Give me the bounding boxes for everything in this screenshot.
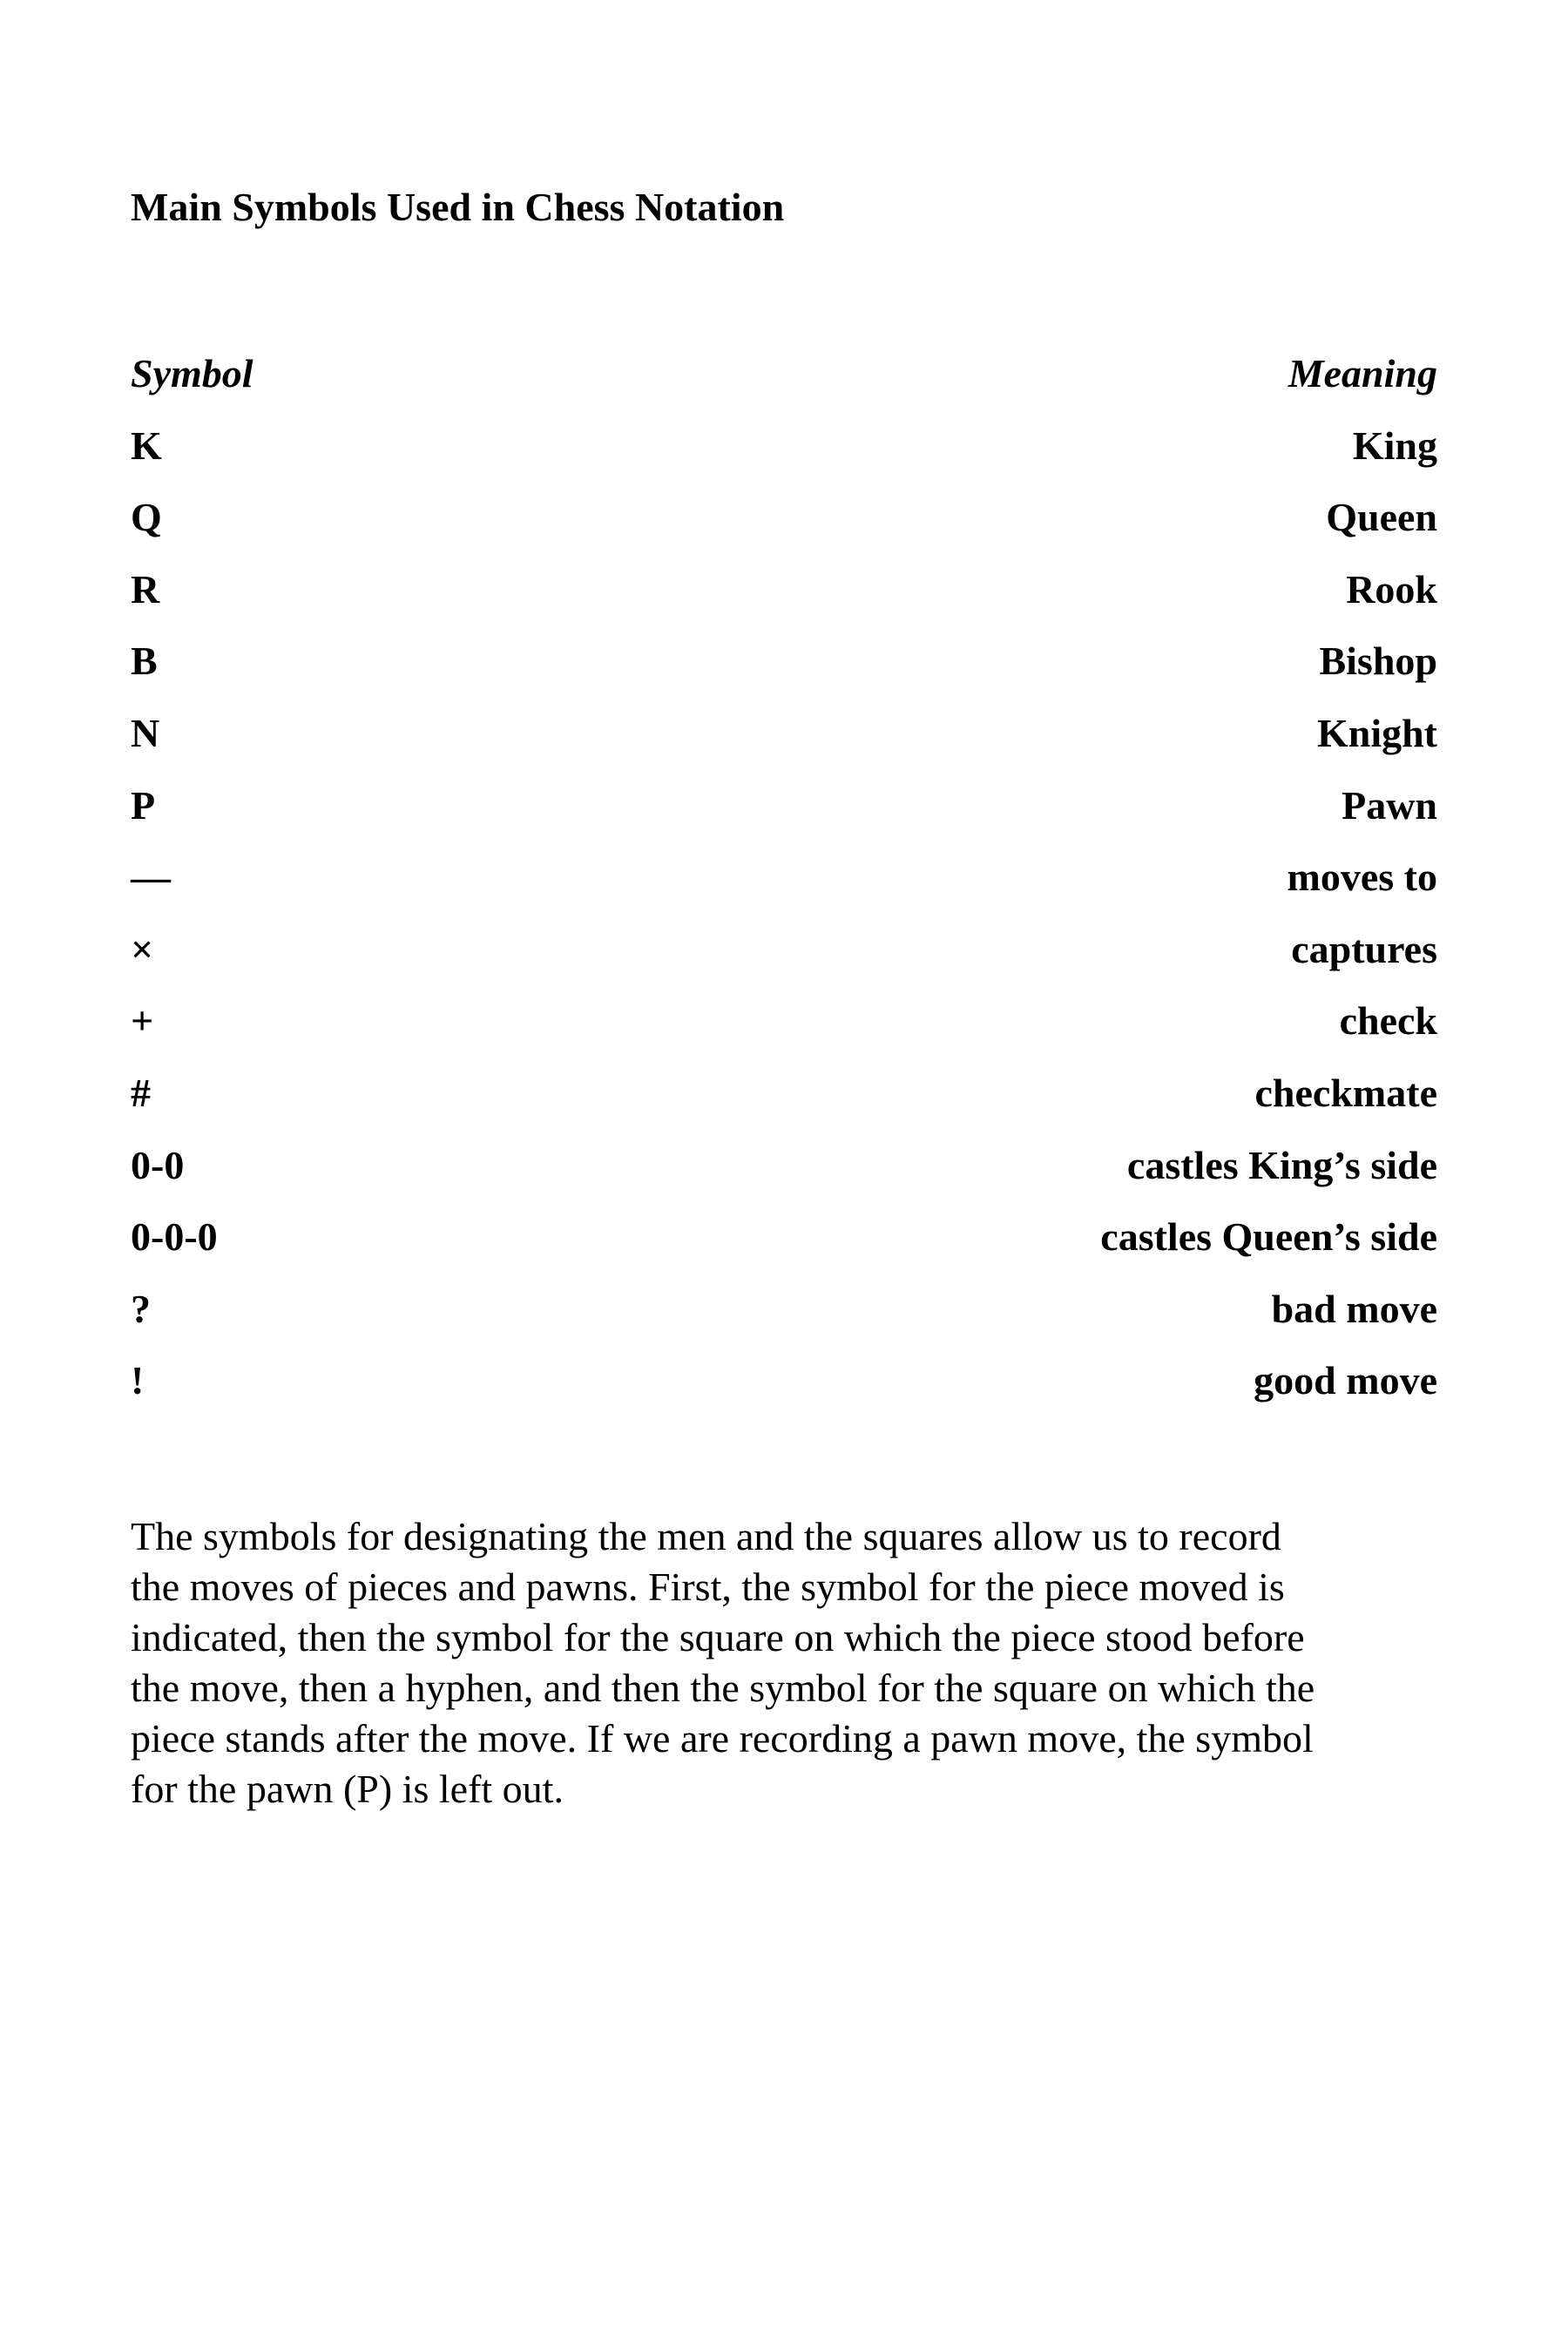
paragraph-line: for the pawn (P) is left out.	[131, 1767, 564, 1811]
symbol-cell: !	[131, 1358, 145, 1403]
symbol-cell: B	[131, 639, 158, 684]
table-row	[131, 1130, 1437, 1202]
meaning-cell: captures	[1291, 926, 1437, 971]
meaning-cell: castles Queen’s side	[1100, 1214, 1437, 1260]
notation-table	[131, 338, 1437, 1417]
table-row	[131, 1345, 1437, 1417]
page-title: Main Symbols Used in Chess Notation	[131, 185, 785, 229]
symbol-cell: —	[131, 855, 171, 900]
table-header	[131, 338, 1437, 410]
symbol-cell: K	[131, 422, 162, 468]
paragraph-line: The symbols for designating the men and the squares allow us to record	[131, 1514, 1281, 1558]
table-row	[131, 698, 1437, 770]
symbol-cell: +	[131, 998, 154, 1044]
meaning-cell: Pawn	[1342, 782, 1437, 828]
table-row	[131, 410, 1437, 483]
table-row	[131, 482, 1437, 554]
symbol-cell: R	[131, 566, 160, 612]
symbol-cell: 0-0	[131, 1142, 185, 1187]
table-row	[131, 554, 1437, 626]
table-row	[131, 625, 1437, 698]
paragraph-line: the move, then a hyphen, and then the symbol for the square on which the	[131, 1666, 1315, 1710]
meaning-cell: King	[1352, 422, 1437, 468]
table-row	[131, 985, 1437, 1058]
paragraph-line: the moves of pieces and pawns. First, the symbol for the piece moved is	[131, 1565, 1285, 1609]
symbol-cell: ×	[131, 926, 154, 971]
meaning-cell: castles King’s side	[1126, 1142, 1437, 1187]
meaning-cell: Bishop	[1319, 639, 1437, 684]
document-page	[131, 0, 1437, 2352]
paragraph-line: indicated, then the symbol for the square on which the piece stood before	[131, 1615, 1305, 1659]
symbol-cell: N	[131, 710, 160, 755]
table-row	[131, 841, 1437, 914]
meaning-cell: Queen	[1326, 495, 1437, 540]
meaning-cell: bad move	[1271, 1286, 1437, 1331]
symbol-cell: #	[131, 1070, 151, 1115]
meaning-cell: checkmate	[1254, 1070, 1437, 1115]
table-row	[131, 770, 1437, 842]
symbol-cell: ?	[131, 1286, 151, 1331]
meaning-cell: Rook	[1346, 566, 1437, 612]
meaning-cell: good move	[1254, 1358, 1437, 1403]
paragraph-line: piece stands after the move. If we are recording a pawn move, the symbol	[131, 1716, 1314, 1761]
table-row	[131, 1058, 1437, 1130]
meaning-cell: check	[1339, 998, 1437, 1044]
meaning-cell: Knight	[1316, 710, 1437, 755]
table-row	[131, 1274, 1437, 1346]
body-paragraph	[131, 1511, 1437, 1815]
column-header-meaning: Meaning	[1288, 351, 1437, 395]
meaning-cell: moves to	[1287, 855, 1437, 900]
symbol-cell: P	[131, 782, 156, 828]
column-header-symbol: Symbol	[131, 351, 253, 395]
table-row	[131, 914, 1437, 986]
table-row	[131, 1201, 1437, 1274]
symbol-cell: Q	[131, 495, 162, 540]
symbol-cell: 0-0-0	[131, 1214, 218, 1260]
